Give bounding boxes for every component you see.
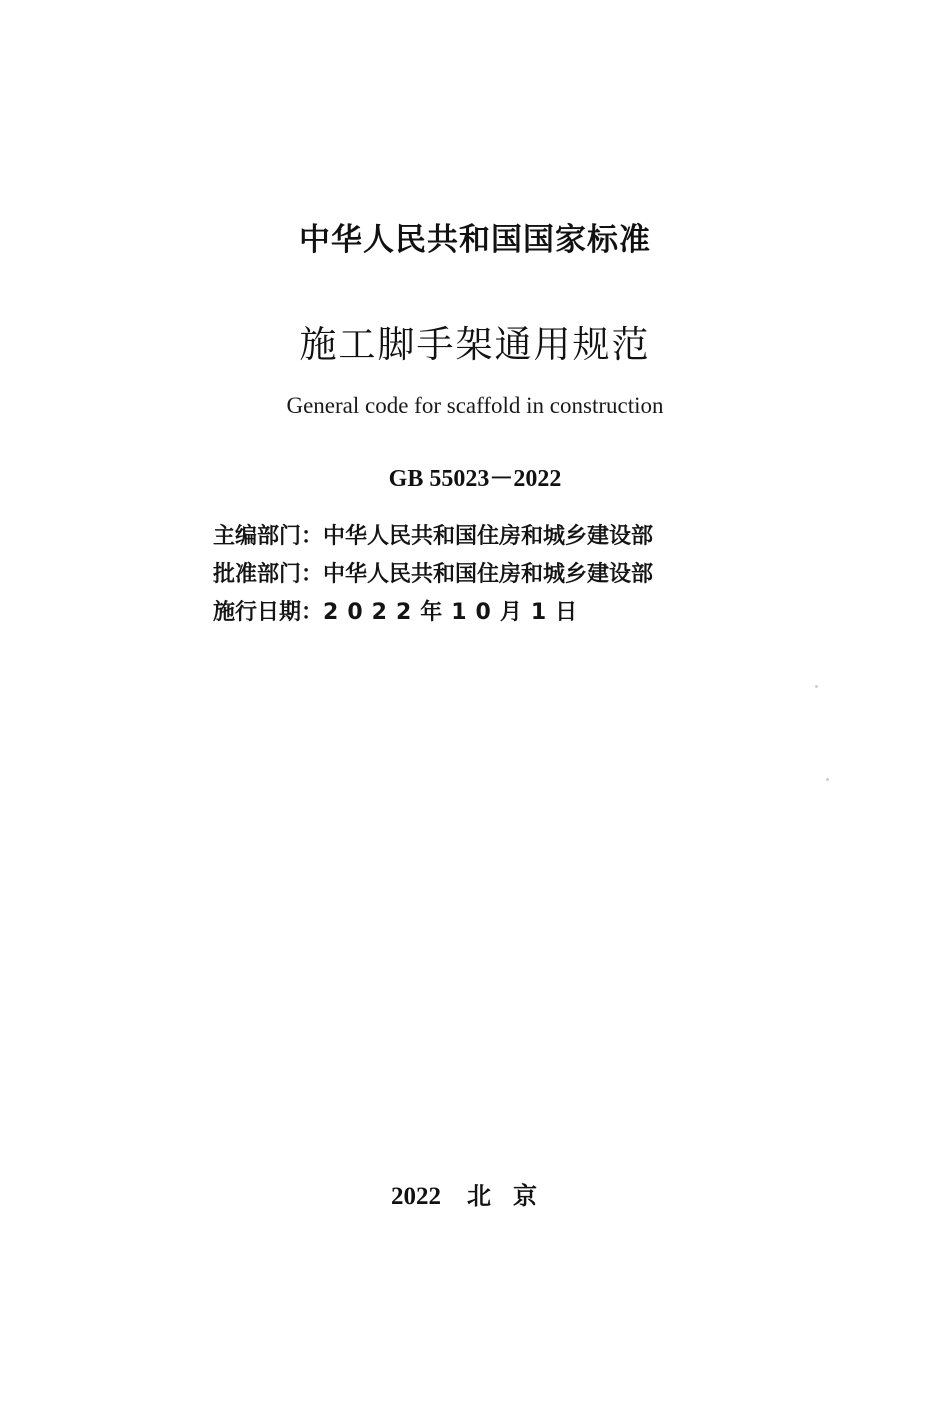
publication-footer <box>0 1176 950 1211</box>
editor-value: 中华人民共和国住房和城乡建设部 <box>323 524 654 549</box>
scan-speck <box>826 778 829 781</box>
document-title-english: General code for scaffold in construction <box>286 393 664 418</box>
approver-label: 批准部门： <box>213 562 324 587</box>
effective-date-row <box>213 594 653 632</box>
publication-info <box>213 518 653 632</box>
effective-date-label: 施行日期： <box>213 600 324 625</box>
effective-date-value: 2022年10月1日 <box>323 600 587 625</box>
document-title-chinese: 施工脚手架通用规范 <box>299 323 651 366</box>
publication-year: 2022 <box>391 1183 441 1210</box>
publication-city: 北京 <box>467 1182 559 1210</box>
approver-value: 中华人民共和国住房和城乡建设部 <box>323 562 654 587</box>
standard-code: GB 55023－2022 <box>388 466 562 492</box>
scan-speck <box>815 685 818 688</box>
editor-row <box>213 518 653 556</box>
approver-row <box>213 556 653 594</box>
editor-label: 主编部门： <box>213 524 324 549</box>
standard-series-title: 中华人民共和国国家标准 <box>299 222 651 258</box>
